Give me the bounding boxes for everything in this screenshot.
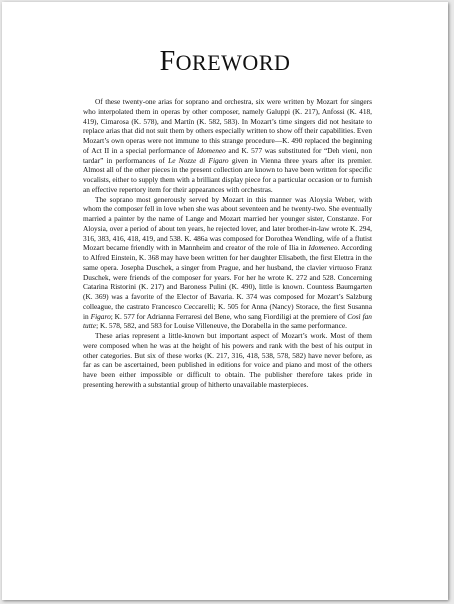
italic-title-run: Idomeneo bbox=[308, 243, 338, 253]
paragraph-2 bbox=[83, 195, 372, 332]
title-initial: F bbox=[159, 46, 176, 77]
paragraph-3 bbox=[83, 331, 372, 390]
italic-title-run: Figaro bbox=[90, 311, 111, 321]
text-run: Of these twenty-one arias for soprano and orchestra, six were written by Mozart for singers who interpolated them in operas by other composer, namely Galuppi (K. 217), Anfossi (K. 418, 419), Cimarosa (K. 578), and Martín (K. 582, 583). In Mozart’s time singers did not hesitate to replace arias that did not suit them by others especially written to show off their capabilities. Even Mozart’s own operas were not immune to this strange procedure—K. 490 replaced the beginning of Act II in a special performance of bbox=[83, 97, 372, 155]
paragraph-1 bbox=[83, 97, 372, 195]
text-run: . According to Alfred Einstein, K. 368 may have been written for her daughter Elisabeth, the first Elettra in the same opera. Josepha Duschek, a singer from Prague, and her husband, the clavier virtuoso Franz Duschek, were friends of the composer for years. For her he wrote K. 272 and 528. Concerning Catarina Ristorini (K. 217) and Baroness Pulini (K. 490), little is known. Countess Baumgarten (K. 369) was a favorite of the Elector of Bavaria. K. 374 was composed for Mozart’s Salzburg colleague, the castrato Francesco Ceccarelli; K. 505 for Anna (Nancy) Storace, the first Susanna in bbox=[83, 243, 372, 321]
text-run: given in Vienna three years after its premier. Almost all of the other pieces in the present collection are known to have been written for specific vocalists, either to supply them with a brilliant display piece for a particular occasion or to furnish an effective repertory item for their appearances with orchestras. bbox=[83, 155, 372, 194]
italic-title-run: Idomeneo bbox=[196, 145, 226, 155]
italic-title-run: Le Nozze di Figaro bbox=[168, 155, 229, 165]
foreword-body bbox=[83, 97, 372, 390]
text-run: ; K. 578, 582, and 583 for Louise Villeneuve, the Dorabella in the same performance. bbox=[96, 321, 347, 331]
text-run: These arias represent a little-known but important aspect of Mozart’s work. Most of them were composed when he was at the height of his powers and rank with the best of his output in other categories. But six of these works (K. 217, 316, 418, 538, 578, 582) have never before, as far as can be ascertained, been published in editions for voice and piano and most of the others have been either impossible or difficult to obtain. The publisher therefore takes pride in presenting herewith a substantial group of hitherto unavailable masterpieces. bbox=[83, 331, 372, 389]
page-title bbox=[2, 46, 448, 78]
text-run: The soprano most generously served by Mozart in this manner was Aloysia Weber, with whom the composer fell in love when she was about seventeen and he twenty-two. She eventually married a painter by the name of Lange and Mozart married her younger sister, Constanze. For Aloysia, over a period of about ten years, he rejected lover, and later brother-in-law wrote K. 294, 316, 383, 416, 418, 419, and 538. K. 486a was composed for Dorothea Wendling, wife of a flutist Mozart became friendly with in Mannheim and creator of the role of Ilia in bbox=[83, 194, 372, 253]
italic-title-run: Così fan tutte bbox=[83, 311, 372, 331]
document-page bbox=[2, 2, 448, 600]
text-run: ; K. 577 for Adrianna Ferraresi del Bene, who sang Fiordiligi at the premiere of bbox=[110, 311, 348, 321]
title-rest: OREWORD bbox=[175, 50, 291, 75]
text-run: and K. 577 was substituted for “Deh vieni, non tardar” in performances of bbox=[83, 145, 372, 165]
